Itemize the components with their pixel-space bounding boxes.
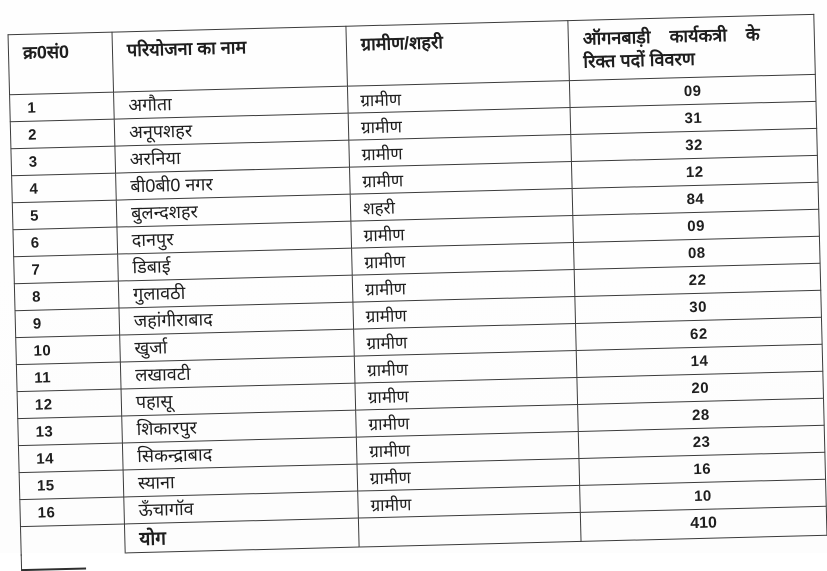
vacancy-count-cell: 09 bbox=[573, 209, 820, 242]
serial-cell: 9 bbox=[15, 308, 120, 338]
area-type-cell: ग्रामीण bbox=[351, 216, 574, 249]
area-type-cell: ग्रामीण bbox=[349, 135, 572, 168]
project-name-cell: अगौता bbox=[114, 86, 349, 119]
area-type-cell: ग्रामीण bbox=[356, 404, 579, 437]
project-name-cell: डिबाई bbox=[118, 248, 353, 281]
vacancy-count-cell: 23 bbox=[578, 425, 825, 458]
project-name-cell: गुलावठी bbox=[118, 275, 353, 308]
project-name-cell: शिकारपुर bbox=[122, 410, 357, 443]
project-name-cell: अनूपशहर bbox=[114, 113, 349, 146]
serial-cell: 13 bbox=[18, 416, 123, 446]
vacancy-header-line1: ऑगनबाड़ी कार्यकत्री के bbox=[583, 22, 807, 51]
project-name-cell: बी0बी0 नगर bbox=[116, 167, 351, 200]
vacancy-count-cell: 22 bbox=[574, 263, 821, 296]
vacancy-count-cell: 10 bbox=[580, 479, 827, 512]
area-type-cell: ग्रामीण bbox=[354, 350, 577, 383]
project-name-cell: स्याना bbox=[123, 464, 358, 497]
table-body bbox=[10, 74, 827, 526]
serial-cell: 15 bbox=[19, 470, 124, 500]
vacancy-count-cell: 30 bbox=[575, 290, 822, 323]
vacancy-table-wrapper bbox=[8, 14, 827, 556]
serial-cell: 3 bbox=[11, 146, 116, 176]
vacancy-count-cell: 62 bbox=[576, 317, 823, 350]
serial-cell: 1 bbox=[10, 92, 115, 122]
vacancy-count-cell: 32 bbox=[571, 128, 818, 161]
vacancy-count-cell: 12 bbox=[571, 155, 818, 188]
area-type-cell: ग्रामीण bbox=[355, 377, 578, 410]
vacancy-count-cell: 09 bbox=[569, 74, 816, 107]
project-name-cell: पहासू bbox=[121, 383, 356, 416]
vacancy-count-cell: 08 bbox=[573, 236, 820, 269]
area-type-cell: ग्रामीण bbox=[348, 108, 571, 141]
area-type-cell: ग्रामीण bbox=[357, 458, 580, 491]
serial-cell: 4 bbox=[12, 173, 117, 203]
project-name-cell: खुर्जा bbox=[120, 329, 355, 362]
project-name-cell: लखावटी bbox=[120, 356, 355, 389]
vacancy-count-cell: 31 bbox=[570, 101, 817, 134]
serial-cell: 11 bbox=[16, 362, 121, 392]
vacancy-count-cell: 20 bbox=[577, 371, 824, 404]
total-vacancy-cell: 410 bbox=[580, 506, 827, 541]
project-name-cell: सिकन्द्राबाद bbox=[122, 437, 357, 470]
serial-cell: 7 bbox=[14, 254, 119, 284]
area-type-cell: ग्रामीण bbox=[349, 162, 572, 195]
column-header-area-type: ग्रामीण/शहरी bbox=[346, 21, 569, 87]
serial-cell: 5 bbox=[12, 200, 117, 230]
serial-cell: 16 bbox=[20, 497, 125, 527]
project-name-cell: जहांगीराबाद bbox=[119, 302, 354, 335]
column-header-serial: क्र0सं0 bbox=[8, 32, 113, 95]
serial-cell: 12 bbox=[17, 389, 122, 419]
project-name-cell: ऊँचागॉव bbox=[124, 491, 359, 524]
area-type-cell: ग्रामीण bbox=[356, 431, 579, 464]
cut-off-next-row-fragment bbox=[21, 552, 86, 571]
area-type-cell: ग्रामीण bbox=[352, 270, 575, 303]
vacancy-count-cell: 14 bbox=[576, 344, 823, 377]
column-header-project-name: परियोजना का नाम bbox=[112, 26, 347, 92]
total-area-cell-empty bbox=[358, 512, 581, 547]
serial-cell: 2 bbox=[10, 119, 115, 149]
vacancy-header-line2: रिक्त पदों विवरण bbox=[583, 45, 807, 74]
vacancy-count-cell: 16 bbox=[579, 452, 826, 485]
total-label-cell: योग bbox=[124, 518, 359, 553]
serial-cell: 6 bbox=[13, 227, 118, 257]
area-type-cell: ग्रामीण bbox=[352, 243, 575, 276]
area-type-cell: ग्रामीण bbox=[347, 81, 570, 114]
project-name-cell: अरनिया bbox=[115, 140, 350, 173]
vacancy-count-cell: 84 bbox=[572, 182, 819, 215]
serial-cell: 14 bbox=[18, 443, 123, 473]
total-serial-cell-empty bbox=[20, 524, 125, 556]
area-type-cell: ग्रामीण bbox=[358, 485, 581, 518]
serial-cell: 10 bbox=[16, 335, 121, 365]
serial-cell: 8 bbox=[14, 281, 119, 311]
column-header-vacancy bbox=[568, 14, 815, 80]
anganwadi-vacancy-table bbox=[8, 14, 827, 556]
vacancy-count-cell: 28 bbox=[578, 398, 825, 431]
area-type-cell: ग्रामीण bbox=[354, 324, 577, 357]
project-name-cell: बुलन्दशहर bbox=[116, 194, 351, 227]
area-type-cell: ग्रामीण bbox=[353, 297, 576, 330]
project-name-cell: दानपुर bbox=[117, 221, 352, 254]
area-type-cell: शहरी bbox=[350, 189, 573, 222]
